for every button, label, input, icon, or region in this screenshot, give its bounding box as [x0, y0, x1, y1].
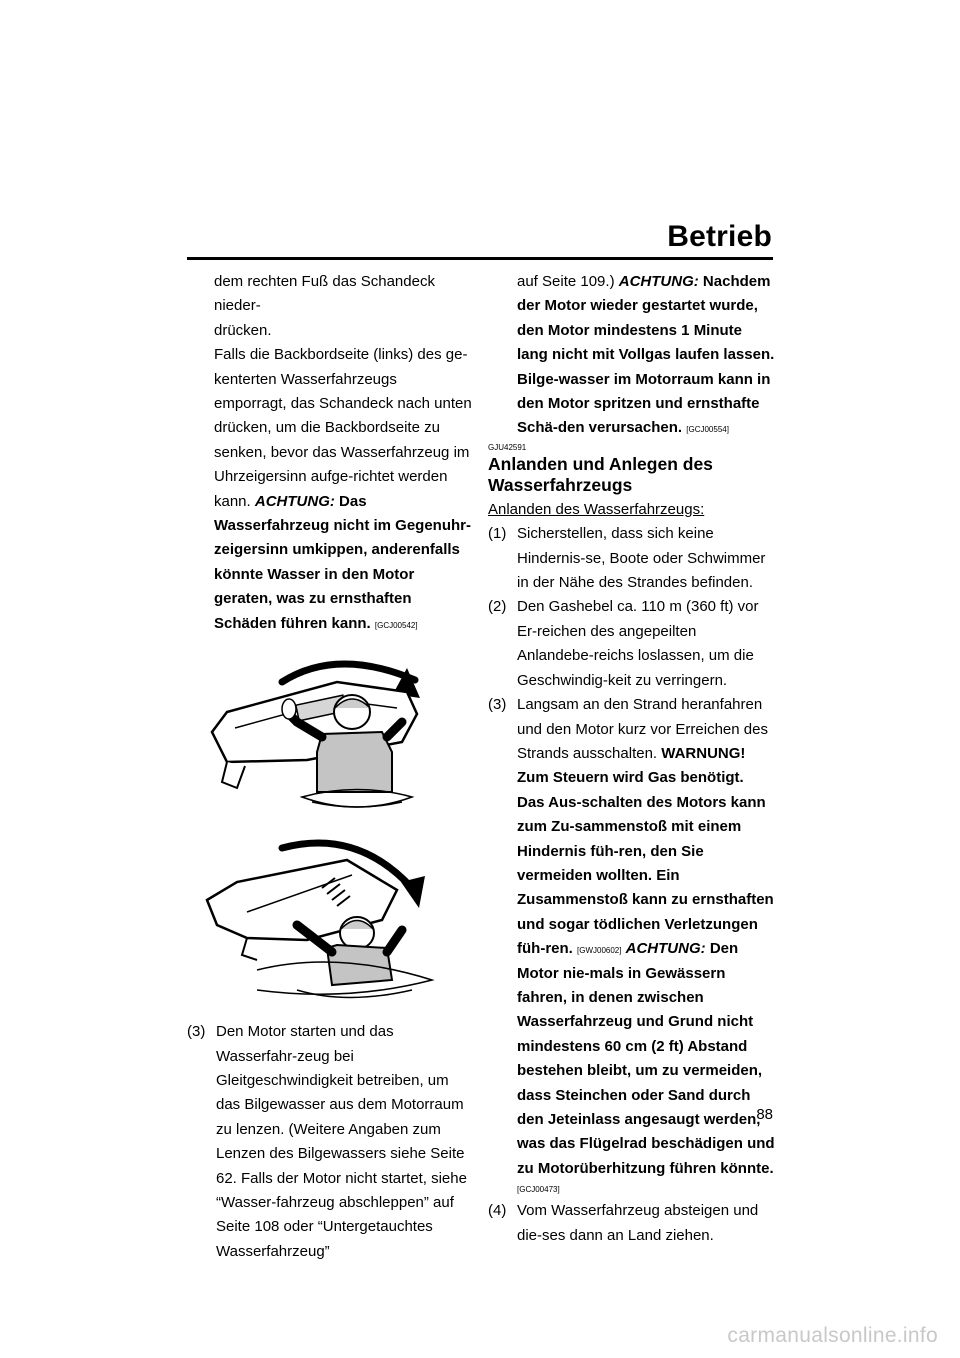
section-title: Anlanden und Anlegen des Wasserfahrzeugs [488, 453, 713, 495]
cont-line-2: drücken. [214, 321, 272, 339]
port-side-text: Falls die Backbordseite (links) des ge-kenterten Wasserfahrzeugs emporragt, das Schandeck nach unten drücken, um die Backbordseite zu senken, bevor das Wasserfahrzeug im Uhrzeigersinn aufge-richtet werden kann. [214, 346, 472, 510]
cont-text: auf Seite 109.) [517, 273, 615, 290]
caution-text: Das Wasserfahrzeug nicht im Gegenuhr-zeigersinn umkippen, anderenfalls könnte Wasser in den Motor geraten, was zu ernsthaften Schäden führen kann. [214, 492, 471, 632]
item-number: (3) [488, 696, 507, 714]
figure-righting-2 [187, 830, 472, 1010]
item-text: Langsam an den Strand heranfahren und den Motor kurz vor Erreichen des Strands ausschalten. [517, 696, 768, 762]
continued-caution [488, 270, 775, 441]
page-number: 88 [756, 1106, 773, 1123]
item-number: (2) [488, 598, 507, 616]
caution-code: [GCJ00473] [517, 1185, 560, 1195]
right-column [488, 270, 775, 1248]
item-text: Sicherstellen, dass sich keine Hindernis-se, Boote oder Schwimmer in der Nähe des Strandes befinden. [517, 525, 766, 592]
right-item-1 [488, 522, 775, 595]
header-divider [187, 257, 773, 260]
item-text: Den Gashebel ca. 110 m (360 ft) vor Er-reichen des angepeilten Anlandebe-reichs loslassen, um die Geschwindig-keit zu verringern. [517, 598, 759, 689]
tilting-watercraft-icon [187, 830, 472, 1010]
right-item-2 [488, 595, 775, 693]
cont-line-1: dem rechten Fuß das Schandeck nieder- [214, 273, 435, 315]
item-text: Den Motor starten und das Wasserfahr-zeug bei Gleitgeschwindigkeit betreiben, um das Bilgewasser aus dem Motorraum zu lenzen. (Weitere Angaben zum Lenzen des Bilgewassers siehe Seite 62. Falls der Motor nicht startet, siehe “Wasser-fahrzeug abschleppen” auf Seite 108 oder “Untergetauchtes Wasserfahrzeug” [216, 1023, 467, 1260]
item-number: (1) [488, 525, 507, 543]
caution-text: Nachdem der Motor wieder gestartet wurde, den Motor mindestens 1 Minute lang nicht mit Vollgas laufen lassen. Bilge-wasser im Motorraum kann in den Motor spritzen und ernsthafte Schä-den verursachen. [517, 273, 775, 437]
section-code: GJU42591 [488, 442, 527, 452]
continued-paragraph [187, 270, 472, 343]
caution-code: [GCJ00542] [374, 620, 418, 630]
right-item-3 [488, 693, 775, 1195]
item-text: Vom Wasserfahrzeug absteigen und die-ses dann an Land ziehen. [517, 1202, 759, 1244]
caution-label: ACHTUNG: [254, 492, 335, 510]
caution-text: Den Motor nie-mals in Gewässern fahren, in denen zwischen Wasserfahrzeug und Grund nicht mindestens 60 cm (2 ft) Abstand bestehen bleibt, um zu vermeiden, dass Steinchen oder Sand durch den Jeteinlass angesaugt werden, was das Flügelrad beschädigen und zu Motorüberhitzung führen könnte. [517, 940, 775, 1177]
watermark-link[interactable]: carmanualsonline.info [727, 1324, 938, 1347]
right-item-4 [488, 1199, 775, 1248]
subheading: Anlanden des Wasserfahrzeugs: [488, 500, 705, 518]
warning-text: WARNUNG! Zum Steuern wird Gas benötigt. Das Aus-schalten des Motors kann zum Zu-sammenstoß mit einem Hindernis füh-ren, den Sie vermeiden wollten. Ein Zusammenstoß kann zu ernsthaften und sogar tödlichen Verletzungen füh-ren. [517, 744, 774, 958]
figure-righting-1 [187, 642, 472, 820]
item-number: (3) [187, 1023, 206, 1041]
page-title: Betrieb [667, 220, 772, 253]
caution-code: [GCJ00554] [686, 425, 729, 435]
capsized-watercraft-icon [187, 642, 472, 820]
caution-label: ACHTUNG: [618, 273, 699, 290]
caution-label: ACHTUNG: [625, 940, 706, 958]
item-number: (4) [488, 1202, 507, 1220]
left-item-3 [187, 1020, 472, 1264]
port-side-paragraph [187, 343, 472, 636]
warning-code: [GWJ00602] [577, 946, 622, 956]
left-column [187, 270, 472, 1264]
